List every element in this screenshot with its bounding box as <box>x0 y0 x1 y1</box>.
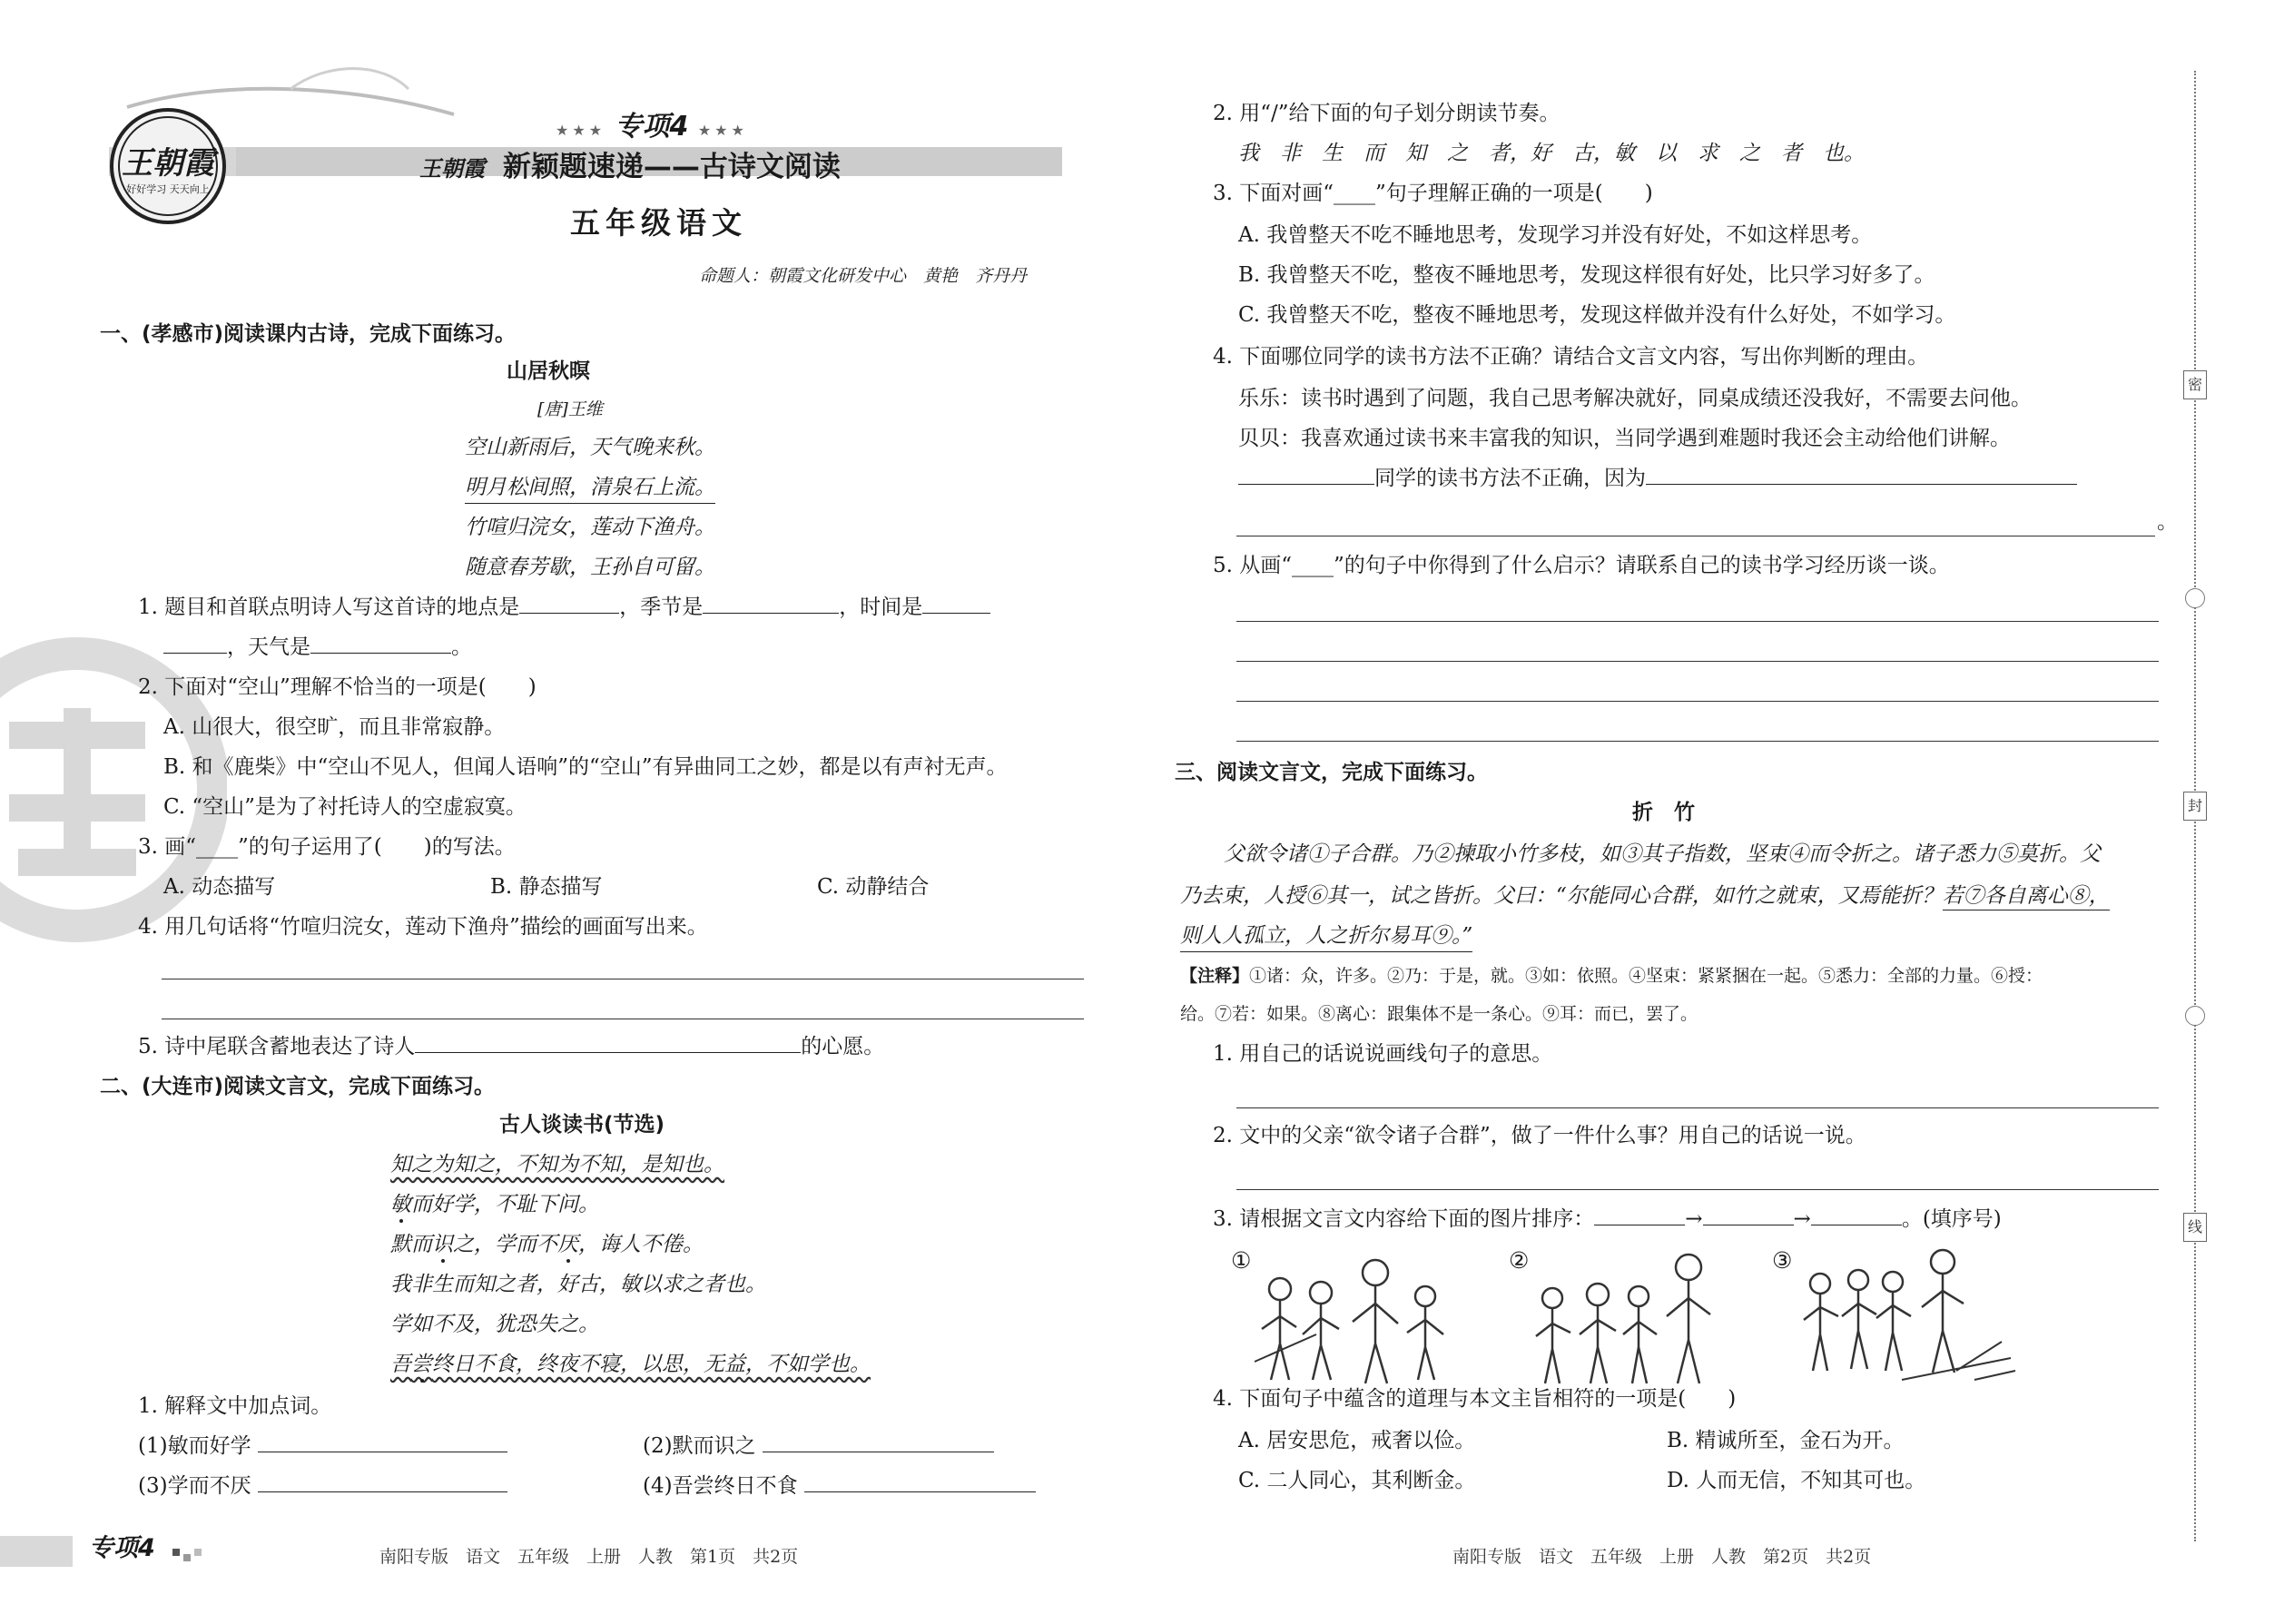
answer-blank[interactable] <box>163 652 227 654</box>
s2-q4-lele: 乐乐：读书时遇到了问题，我自己思考解决就好，同桌成绩还没我好，不需要去问他。 <box>1238 387 2032 410</box>
s3-q4-option-a: A. 居安思危，戒奢以俭。 <box>1238 1429 1476 1452</box>
s3-q2: 2. 文中的父亲“欲令诸子合群”，做了一件什么事？用自己的话说一说。 <box>1213 1124 1866 1147</box>
picture-number-3: ③ <box>1772 1247 1793 1274</box>
s2-q1-item-4: (4)吾尝终日不食 <box>643 1474 1036 1500</box>
s3-q3: 3. 请根据文言文内容给下面的图片排序： → → 。(填序号) <box>1213 1207 2002 1231</box>
s1-q4: 4. 用几句话将“竹喧归浣女，莲动下渔舟”描绘的画面写出来。 <box>138 915 708 939</box>
answer-blank[interactable] <box>1811 1224 1902 1225</box>
s2-line-5: 学如不及，犹恐失之。 <box>390 1313 599 1336</box>
poem-line-4: 随意春芳歇，王孙自可留。 <box>465 556 715 579</box>
answer-blank[interactable] <box>519 612 619 614</box>
series-title: 新颖题速递——古诗文阅读 <box>502 151 841 183</box>
header-ribbon <box>109 89 1062 107</box>
seal-label-1: 密 <box>2183 370 2207 399</box>
seal-circle-icon <box>2185 1006 2205 1026</box>
seal-circle-icon <box>2185 588 2205 608</box>
s2-q1-item-3: (3)学而不厌 <box>138 1474 507 1500</box>
s1-q3-option-b: B. 静态描写 <box>490 875 603 899</box>
s3-q4-option-b: B. 精诚所至，金石为开。 <box>1667 1429 1905 1452</box>
s1-q3: 3. 画“____”的句子运用了( )的写法。 <box>138 835 516 859</box>
s3-q1: 1. 用自己的话说说画线句子的意思。 <box>1213 1042 1553 1066</box>
authors: 命题人：朝霞文化研发中心 黄艳 齐丹丹 <box>699 266 1028 286</box>
section-2-heading: 二、(大连市)阅读文言文，完成下面练习。 <box>100 1075 496 1098</box>
picture-father-and-sons-2 <box>1525 1251 1743 1387</box>
answer-blank[interactable] <box>1646 483 2077 485</box>
poem-title: 山居秋暝 <box>507 359 590 383</box>
s1-q5: 5. 诗中尾联含蓄地表达了诗人 的心愿。 <box>138 1035 885 1058</box>
s3-q4: 4. 下面句子中蕴含的道理与本文主旨相符的一项是( ) <box>1213 1387 1737 1411</box>
answer-blank[interactable] <box>258 1451 507 1452</box>
logo-text: 王朝霞 <box>122 145 214 182</box>
answer-blank[interactable] <box>804 1491 1036 1492</box>
s1-q2-option-a: A. 山很大，很空旷，而且非常寂静。 <box>163 715 506 739</box>
s3-note-1: 【注释】①诸：众，许多。②乃：于是，就。③如：依照。④坚束：紧紧捆在一起。⑤悉力：全部的力量。⑥授： <box>1180 966 2043 986</box>
answer-line[interactable] <box>1236 1189 2159 1190</box>
brand-logo <box>109 107 227 225</box>
brand-name: 王朝霞 <box>419 155 485 182</box>
seal-label-2: 封 <box>2183 792 2207 821</box>
picture-father-and-sons-1 <box>1253 1253 1471 1389</box>
answer-blank[interactable] <box>415 1051 801 1053</box>
section-1-heading: 一、(孝感市)阅读课内古诗，完成下面练习。 <box>100 322 517 346</box>
stars-right: ★★★ <box>697 122 748 139</box>
seal-label-3: 线 <box>2183 1213 2207 1242</box>
s2-line-3: 默而识之，学而不厌，诲人不倦。 <box>390 1233 704 1256</box>
answer-blank[interactable] <box>258 1491 507 1492</box>
s2-line-6: 吾尝终日不食，终夜不寝，以思，无益，不如学也。 <box>390 1353 871 1376</box>
s2-title: 古人谈读书(节选) <box>499 1113 665 1137</box>
footer-squares-icon <box>172 1545 209 1567</box>
footer-left-bar <box>0 1536 73 1567</box>
answer-line[interactable] <box>1236 661 2159 662</box>
poem-line-1: 空山新雨后，天气晚来秋。 <box>465 436 715 459</box>
s2-line-1: 知之为知之，不知为不知，是知也。 <box>390 1153 724 1176</box>
series-title-line <box>419 151 841 184</box>
s2-q4-end: 。 <box>2157 510 2178 534</box>
answer-blank[interactable] <box>310 652 451 654</box>
s2-q5: 5. 从画“____”的句子中你得到了什么启示？请联系自己的读书学习经历谈一谈。 <box>1213 554 1950 577</box>
s1-q3-option-a: A. 动态描写 <box>163 875 276 899</box>
s1-q3-option-c: C. 动静结合 <box>817 875 930 899</box>
answer-blank[interactable] <box>703 612 839 614</box>
subject-title: 五年级语文 <box>570 205 747 241</box>
answer-line[interactable] <box>1236 741 2159 742</box>
footer-page-1: 南阳专版 语文 五年级 上册 人教 第1页 共2页 <box>379 1547 799 1567</box>
footer-special-label: 专项4 <box>89 1534 155 1562</box>
answer-blank[interactable] <box>1703 1224 1794 1225</box>
picture-father-and-sons-3 <box>1793 1244 2020 1389</box>
s2-q4-beibei: 贝贝：我喜欢通过读书来丰富我的知识，当同学遇到难题时我还会主动给他们讲解。 <box>1238 427 2011 450</box>
s2-q3-option-c: C. 我曾整天不吃，整夜不睡地思考，发现这样做并没有什么好处，不如学习。 <box>1238 303 1956 327</box>
poem-line-2: 明月松间照，清泉石上流。 <box>465 476 715 504</box>
s2-line-2: 敏而好学，不耻下问。 <box>390 1193 599 1216</box>
answer-blank[interactable] <box>1594 1224 1685 1225</box>
s2-q4-fill: 同学的读书方法不正确，因为 <box>1238 467 2077 492</box>
s2-q1-item-2: (2)默而识之 <box>643 1434 994 1460</box>
answer-line[interactable] <box>1236 1107 2159 1108</box>
s3-title: 折 竹 <box>1632 801 1695 824</box>
answer-line[interactable] <box>1236 701 2159 702</box>
s3-q4-option-d: D. 人而无信，不知其可也。 <box>1667 1469 1926 1492</box>
picture-number-2: ② <box>1509 1247 1530 1274</box>
s3-note-2: 给。⑦若：如果。⑧离心：跟集体不是一条心。⑨耳：而已，罢了。 <box>1180 1004 1698 1024</box>
s2-q1-item-1: (1)敏而好学 <box>138 1434 507 1460</box>
s1-q2: 2. 下面对“空山”理解不恰当的一项是( ) <box>138 675 537 699</box>
answer-line[interactable] <box>1236 621 2159 622</box>
answer-blank[interactable] <box>763 1451 994 1452</box>
s2-q1: 1. 解释文中加点词。 <box>138 1394 332 1418</box>
stars-left: ★★★ <box>556 122 606 139</box>
logo-motto: 好好学习 天天向上 <box>126 183 210 195</box>
s1-q1-cont: ，天气是 。 <box>163 635 472 661</box>
poem-author: [唐]王维 <box>537 399 603 419</box>
answer-blank[interactable] <box>1238 483 1374 485</box>
picture-number-1: ① <box>1231 1247 1252 1274</box>
s2-q2: 2. 用“/”给下面的句子划分朗读节奏。 <box>1213 102 1561 125</box>
s1-q1: 1. 题目和首联点明诗人写这首诗的地点是 ，季节是 ，时间是 <box>138 595 990 621</box>
s2-line-4: 我非生而知之者，好古，敏以求之者也。 <box>390 1273 766 1296</box>
s2-q4: 4. 下面哪位同学的读书方法不正确？请结合文言文内容，写出你判断的理由。 <box>1213 345 1929 369</box>
answer-blank[interactable] <box>922 612 990 614</box>
s2-q3: 3. 下面对画“____”句子理解正确的一项是( ) <box>1213 182 1653 205</box>
poem-line-3: 竹喧归浣女，莲动下渔舟。 <box>465 516 715 539</box>
s2-q3-option-a: A. 我曾整天不吃不睡地思考，发现学习并没有好处，不如这样思考。 <box>1238 223 1873 247</box>
s3-para-line-3: 则人人孤立，人之折尔易耳⑨。” <box>1180 924 1472 952</box>
s1-q2-option-b: B. 和《鹿柴》中“空山不见人，但闻人语响”的“空山”有异曲同工之妙，都是以有声衬无声。 <box>163 755 1008 779</box>
s1-q2-option-c: C. “空山”是为了衬托诗人的空虚寂寞。 <box>163 795 527 819</box>
footer-page-2: 南阳专版 语文 五年级 上册 人教 第2页 共2页 <box>1452 1547 1872 1567</box>
special-label: ★★★ 专项4 ★★★ <box>556 111 748 143</box>
s3-para-line-2: 乃去束，人授⑥其一，试之皆折。父曰：“尔能同心合群，如竹之就束，又焉能折？若⑦各自离心⑧， <box>1180 884 2110 910</box>
s2-q2-sentence: 我 非 生 而 知 之 者，好 古，敏 以 求 之 者 也。 <box>1238 142 1865 165</box>
s3-para-line-1: 父欲令诸①子合群。乃②揀取小竹多枝，如③其子指数，坚束④而令折之。诸子悉力⑤莫折。父 <box>1224 842 2101 866</box>
s3-q4-option-c: C. 二人同心，其利断金。 <box>1238 1469 1476 1492</box>
s2-q3-option-b: B. 我曾整天不吃，整夜不睡地思考，发现这样很有好处，比只学习好多了。 <box>1238 263 1935 287</box>
section-3-heading: 三、阅读文言文，完成下面练习。 <box>1175 761 1488 784</box>
